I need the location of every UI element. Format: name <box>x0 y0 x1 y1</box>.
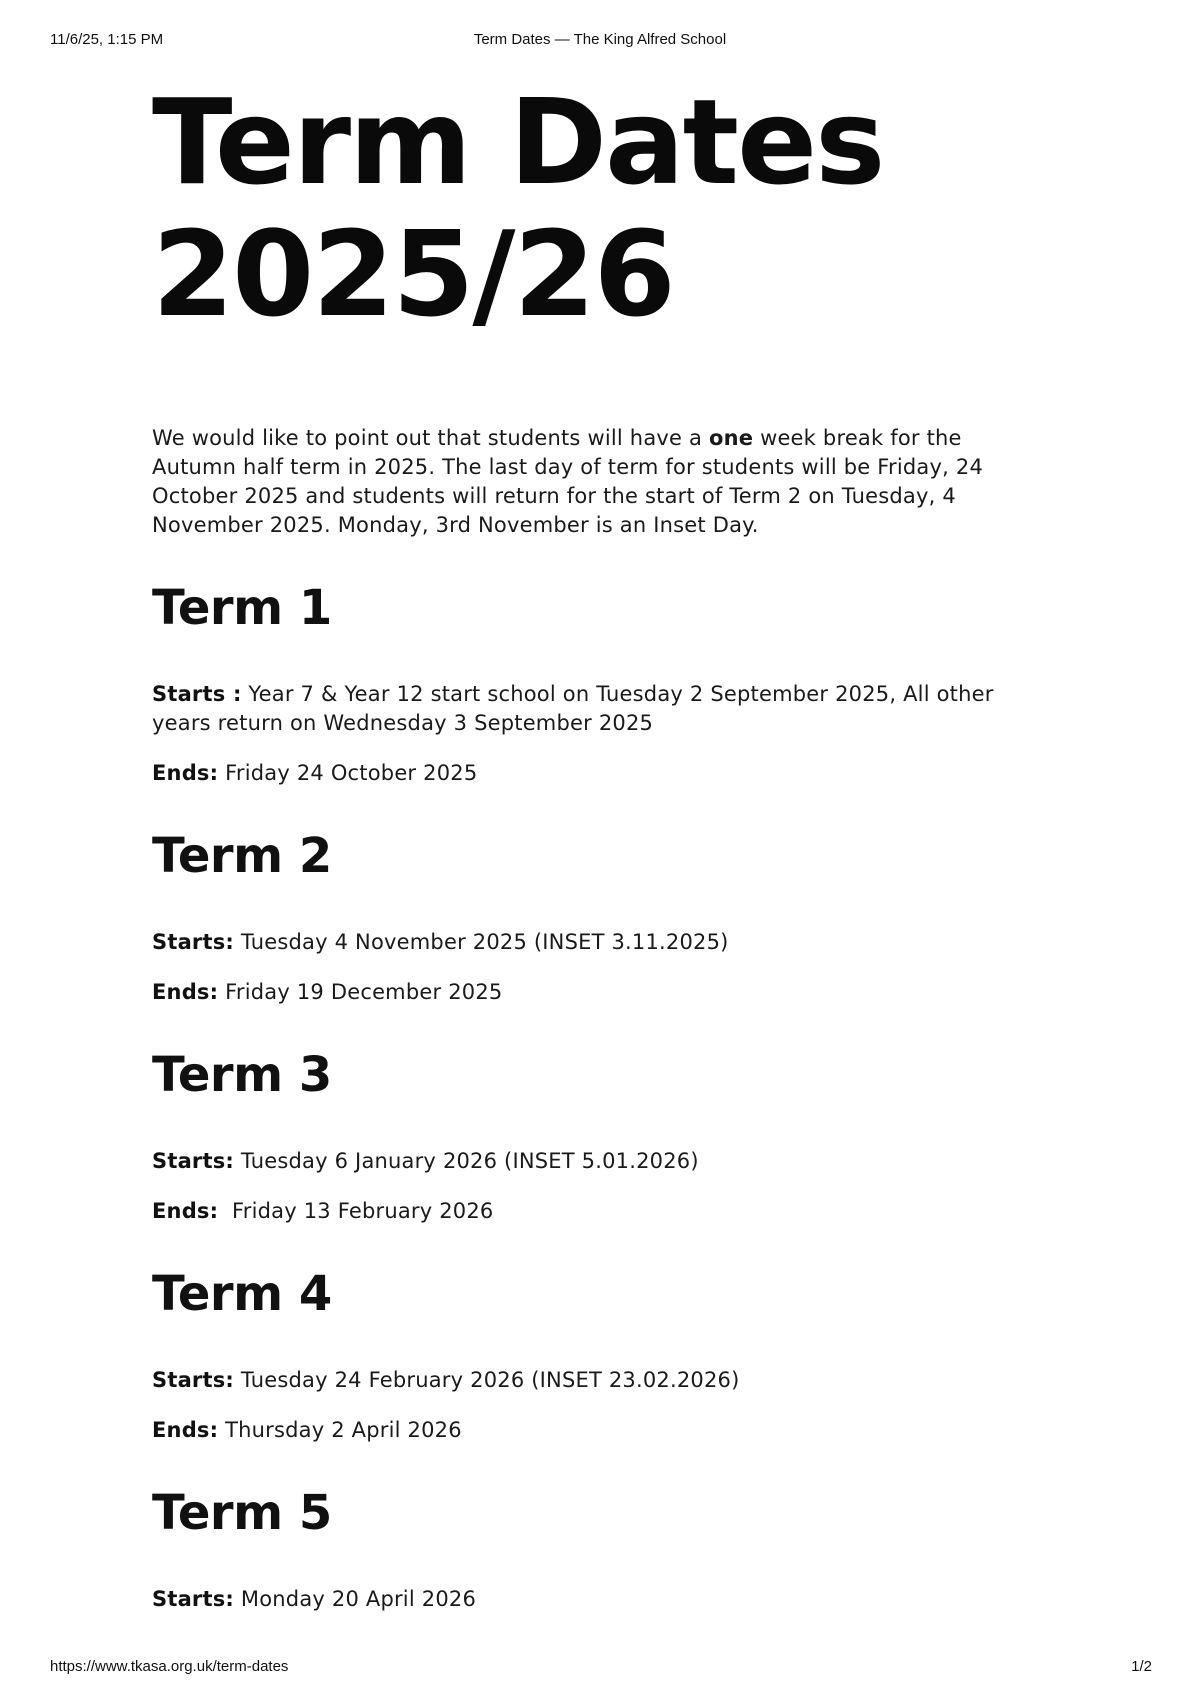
term-5-heading: Term 5 <box>152 1485 332 1541</box>
page-title <box>152 73 1052 343</box>
ends-label: Ends: <box>152 1418 219 1442</box>
term-5-section <box>152 1485 1052 1614</box>
term-1-section <box>152 580 1052 788</box>
term-1-heading: Term 1 <box>152 580 332 636</box>
term-4-starts <box>152 1366 1052 1395</box>
term-1-ends <box>152 759 1052 788</box>
ends-value: Thursday 2 April 2026 <box>218 1418 462 1442</box>
starts-value: Monday 20 April 2026 <box>234 1587 476 1611</box>
starts-value: Tuesday 24 February 2026 (INSET 23.02.2026) <box>234 1368 740 1392</box>
ends-label: Ends: <box>152 980 219 1004</box>
starts-label: Starts: <box>152 930 235 954</box>
page-title-line-2: 2025/26 <box>152 205 674 343</box>
starts-label: Starts: <box>152 1368 235 1392</box>
print-header <box>0 31 1200 51</box>
page-title-line-1: Term Dates <box>152 73 884 211</box>
term-4-ends <box>152 1416 1052 1445</box>
print-url: https://www.tkasa.org.uk/term-dates <box>50 1658 289 1675</box>
term-2-ends <box>152 978 1052 1007</box>
print-footer <box>0 1658 1200 1678</box>
starts-label: Starts: <box>152 1149 235 1173</box>
intro-bold: one <box>708 426 754 450</box>
intro-text-2: week break for the Autumn half term in 2025. The last day of term for students will be Friday, 24 October 2025 and students will return for the start of Term 2 on Tuesday, 4 November 2025. Monday, 3rd November is an Inset Day. <box>152 426 984 537</box>
term-2-heading: Term 2 <box>152 828 332 884</box>
starts-value: Year 7 & Year 12 start school on Tuesday 2 September 2025, All other years return on Wednesday 3 September 2025 <box>152 682 994 735</box>
main-content <box>152 73 1052 1614</box>
starts-label: Starts: <box>152 1587 235 1611</box>
term-1-starts <box>152 680 1052 738</box>
print-datetime: 11/6/25, 1:15 PM <box>50 31 164 48</box>
starts-label: Starts : <box>152 682 242 706</box>
intro-paragraph <box>152 424 1052 540</box>
ends-value: Friday 13 February 2026 <box>218 1199 494 1223</box>
print-page-title: Term Dates — The King Alfred School <box>473 31 727 48</box>
term-4-heading: Term 4 <box>152 1266 332 1322</box>
term-3-starts <box>152 1147 1052 1176</box>
term-3-heading: Term 3 <box>152 1047 332 1103</box>
term-5-starts <box>152 1585 1052 1614</box>
starts-value: Tuesday 4 November 2025 (INSET 3.11.2025) <box>234 930 729 954</box>
ends-value: Friday 24 October 2025 <box>218 761 478 785</box>
term-3-section <box>152 1047 1052 1226</box>
term-3-ends <box>152 1197 1052 1226</box>
term-2-starts <box>152 928 1052 957</box>
ends-label: Ends: <box>152 1199 219 1223</box>
starts-value: Tuesday 6 January 2026 (INSET 5.01.2026) <box>234 1149 699 1173</box>
ends-label: Ends: <box>152 761 219 785</box>
term-2-section <box>152 828 1052 1007</box>
term-4-section <box>152 1266 1052 1445</box>
ends-value: Friday 19 December 2025 <box>218 980 503 1004</box>
intro-text-1: We would like to point out that students will have a <box>152 426 709 450</box>
print-page-number: 1/2 <box>1131 1658 1152 1675</box>
